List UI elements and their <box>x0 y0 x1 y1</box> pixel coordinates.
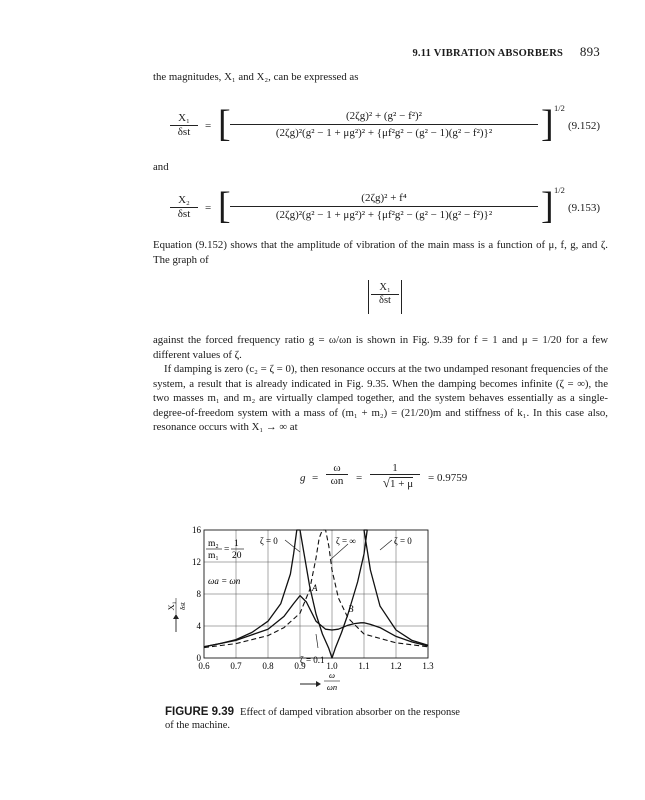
caption-label: FIGURE 9.39 <box>165 706 235 718</box>
arrow-zeta0-left <box>285 540 300 552</box>
eq1-lhs <box>170 112 198 138</box>
zeta0-right-label: ζ = 0 <box>394 536 412 546</box>
arrow-zeta0-right <box>380 540 392 550</box>
eq2-lhs-num: X₂ <box>170 194 198 208</box>
geq-frac2 <box>370 462 420 491</box>
x-tick-label-6: 1.2 <box>390 661 402 671</box>
abs-expression <box>368 280 402 314</box>
ratio-equals: = <box>224 545 230 555</box>
figure-caption <box>165 706 465 732</box>
eq1-number: (9.152) <box>568 120 601 132</box>
geq-frac2-num: 1 <box>370 462 420 475</box>
running-header <box>412 44 600 60</box>
paragraph-damping: If damping is zero (c₂ = ζ = 0), then resonance occurs at the two undamped resonant frequencies of the system, a result that is already indicated in Fig. 9.35. When the damping becomes infinite (ζ = ∞), the two masses m₁ and m₂ are virtually clamped together, and the system behaves essentially as a single-degree-of-freedom system with a mass of (m₁ + m₂) = (21/20)m and stiffness of k₁. In this case also, resonance occurs with X₁ → ∞ at <box>153 363 608 434</box>
ratio-num: m₂ <box>208 539 219 549</box>
zeta-inf-label: ζ = ∞ <box>336 536 356 546</box>
ylabel-arrow-head <box>173 614 179 619</box>
eq1-fraction <box>230 110 538 139</box>
and-text: and <box>153 161 169 173</box>
y-tick-label-0: 0 <box>196 653 201 663</box>
eq1-lhs-den: δst <box>177 126 191 138</box>
caption-text: Effect of damped vibration absorber on the response of the machine. <box>165 707 460 731</box>
x-tick-label-5: 1.1 <box>358 661 370 671</box>
eq1-power: 1/2 <box>554 103 565 113</box>
eq1-denominator: (2ζg)²(g² − 1 + μg²)² + {μf²g² − (g² − 1)(g² − f²)}² <box>275 127 493 139</box>
figure-9-39-chart <box>160 522 460 702</box>
x-tick-label-3: 0.9 <box>294 661 306 671</box>
ratio-den: m₁ <box>208 551 219 561</box>
xlabel-num: ω <box>328 670 336 680</box>
eq2-denominator: (2ζg)²(g² − 1 + μg²)² + {μf²g² − (g² − 1)(g² − f²)}² <box>275 209 493 221</box>
xlabel-arrow-head <box>316 681 321 687</box>
eq1-lhs-num: X₁ <box>170 112 198 126</box>
eq1-right-bracket: ] <box>541 103 554 145</box>
x-tick-label-1: 0.7 <box>230 661 242 671</box>
abs-num: X₁ <box>371 282 399 295</box>
eq2-number: (9.153) <box>568 202 601 214</box>
geq-result: = 0.9759 <box>428 472 468 484</box>
eq2-equals: = <box>205 202 212 214</box>
eq2-power: 1/2 <box>554 185 565 195</box>
x-tick-label-2: 0.8 <box>262 661 274 671</box>
ylabel-num: X₁ <box>166 601 176 611</box>
eq2-fraction <box>230 192 538 221</box>
eq2-right-bracket: ] <box>541 185 554 227</box>
y-tick-label-1: 4 <box>196 621 201 631</box>
zeta0-left-label: ζ = 0 <box>260 536 278 546</box>
x-tick-label-0: 0.6 <box>198 661 210 671</box>
y-tick-label-4: 16 <box>192 525 201 535</box>
mass-ratio-annotation <box>206 539 244 561</box>
ratio-val-den: 20 <box>232 551 242 561</box>
geq-frac1-num: ω <box>326 462 348 475</box>
frequency-equation <box>300 460 500 500</box>
section-title: 9.11 VIBRATION ABSORBERS <box>412 48 564 59</box>
abs-den: δst <box>379 295 391 306</box>
y-axis-label <box>166 598 187 632</box>
eq1-numerator: (2ζg)² + (g² − f²)² <box>230 110 538 125</box>
eq2-left-bracket: [ <box>218 185 231 227</box>
ratio-val-num: 1 <box>234 539 239 549</box>
page-number: 893 <box>579 44 600 59</box>
x-axis-label <box>300 670 340 692</box>
eq1-equals: = <box>205 120 212 132</box>
equation-9-153 <box>170 186 610 236</box>
x-tick-label-4: 1.0 <box>326 661 338 671</box>
ylabel-den: δst <box>179 602 187 610</box>
paragraph-function: Equation (9.152) shows that the amplitude of vibration of the main mass is a function of μ, f, g, and ζ. The graph of <box>153 239 608 266</box>
eq2-lhs <box>170 194 198 220</box>
arrow-zeta01 <box>316 634 318 648</box>
x-tick-label-7: 1.3 <box>422 661 434 671</box>
y-tick-label-3: 12 <box>192 557 201 567</box>
zeta01-label: ζ = 0.1 <box>300 655 325 665</box>
geq-lhs: g <box>300 472 306 484</box>
geq-frac2-den: √1 + μ <box>382 475 414 490</box>
y-tick-label-2: 8 <box>196 589 201 599</box>
equation-9-152 <box>170 104 610 154</box>
point-b-label: B <box>348 604 354 614</box>
geq-eq1: = <box>312 472 319 484</box>
geq-eq2: = <box>356 472 363 484</box>
eq1-left-bracket: [ <box>218 103 231 145</box>
arrow-zeta-inf <box>330 544 348 560</box>
intro-text: the magnitudes, X₁ and X₂, can be expressed as <box>153 71 359 83</box>
tuned-label: ωa = ωn <box>208 576 241 586</box>
sqrt-sign: √ <box>382 475 391 490</box>
eq2-numerator: (2ζg)² + f⁴ <box>230 192 538 207</box>
point-a-label: A <box>312 583 318 593</box>
xlabel-den: ωn <box>326 682 338 692</box>
geq-frac1 <box>326 462 348 487</box>
eq2-lhs-den: δst <box>177 208 191 220</box>
geq-frac1-den: ωn <box>330 475 344 487</box>
paragraph-graph: against the forced frequency ratio g = ω/ωn is shown in Fig. 9.39 for f = 1 and μ = 1/20 for a few different values of ζ. <box>153 334 608 361</box>
